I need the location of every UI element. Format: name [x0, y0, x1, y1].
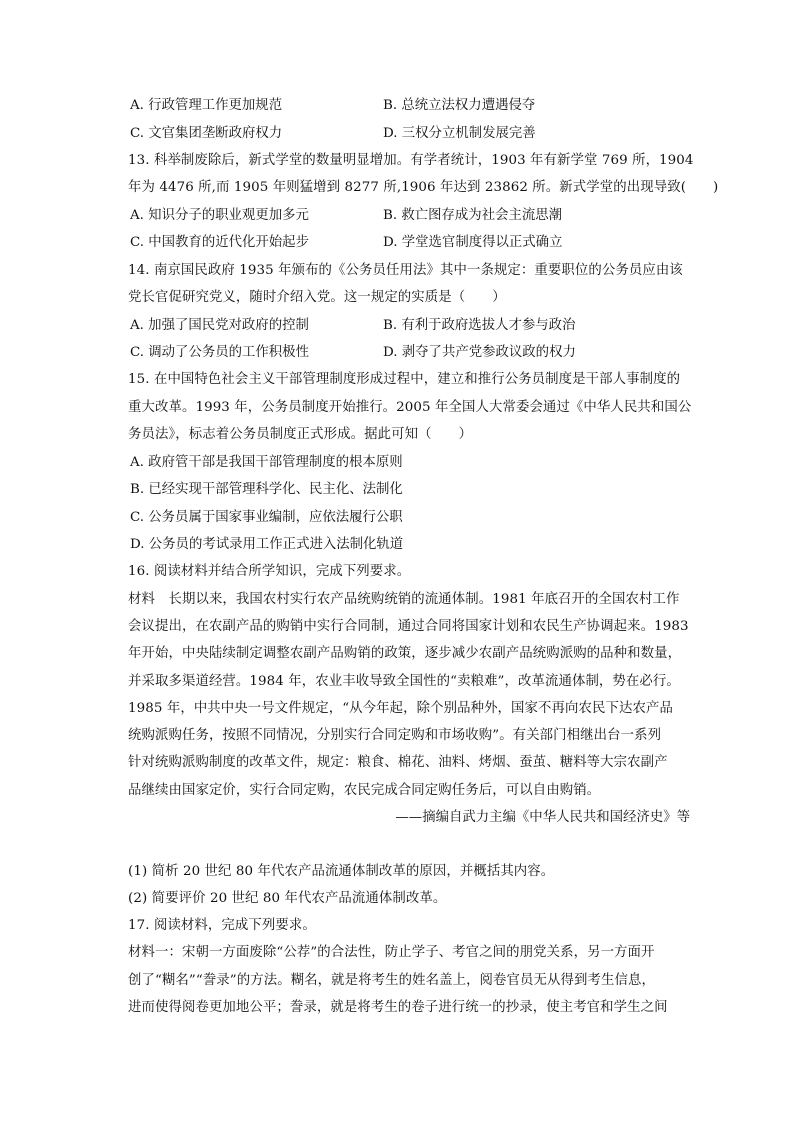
q14-option-b: B. 有利于政府选拔人才参与政治 — [383, 318, 576, 333]
q16-requirement-1: (1) 简析 20 世纪 80 年代农产品流通体制改革的原因，并概括其内容。 — [128, 864, 555, 879]
q16-material-line-6: 统购派购任务，按照不同情况，分别实行合同定购和市场收购”。有关部门相继出台一系列 — [128, 728, 662, 743]
q15-option-b: B. 已经实现干部管理科学化、民主化、法制化 — [130, 482, 403, 497]
q15-option-d: D. 公务员的考试录用工作正式进入法制化轨道 — [130, 537, 404, 552]
q17-material-line-3: 进而使得阅卷更加地公平；誊录，就是将考生的卷子进行统一的抄录，使主考官和学生之间 — [128, 1000, 668, 1015]
q17-material-line-1: 材料一：宋朝一方面废除“公荐”的合法性，防止学子、考官之间的朋党关系，另一方面开 — [128, 945, 655, 960]
q14-option-a: A. 加强了国民党对政府的控制 — [130, 318, 309, 333]
q12-option-d: D. 三权分立机制发展完善 — [383, 126, 536, 141]
q13-stem-line-2: 年为 4476 所,而 1905 年则猛增到 8277 所,1906 年达到 23862 所。新式学堂的出现导致( ) — [128, 180, 719, 195]
q16-material-line-1: 材料 长期以来，我国农村实行农产品统购统销的流通体制。1981 年底召开的全国农村工作 — [128, 592, 680, 607]
q14-option-d: D. 剥夺了共产党参政议政的权力 — [383, 345, 576, 360]
q16-material-line-5: 1985 年，中共中央一号文件规定，“从今年起，除个别品种外，国家不再向农民下达农产品 — [128, 701, 673, 716]
q12-option-a: A. 行政管理工作更加规范 — [130, 98, 283, 113]
q12-option-b: B. 总统立法权力遭遇侵夺 — [383, 98, 536, 113]
q15-stem-line-3: 务员法》，标志着公务员制度正式形成。据此可知（ ） — [128, 427, 473, 442]
q16-material-line-7: 针对统购派购制度的改革文件，规定：粮食、棉花、油料、烤烟、蚕茧、糖料等大宗农副产 — [128, 755, 668, 770]
q13-option-d: D. 学堂选官制度得以正式确立 — [383, 235, 563, 250]
q15-option-a: A. 政府管干部是我国干部管理制度的根本原则 — [130, 455, 403, 470]
q15-option-c: C. 公务员属于国家事业编制，应依法履行公职 — [130, 510, 403, 525]
q14-stem-line-2: 党长官促研究党义，随时介绍入党。这一规定的实质是（ ） — [128, 290, 506, 305]
q15-stem-line-2: 重大改革。1993 年，公务员制度开始推行。2005 年全国人大常委会通过《中华人民共和国公 — [128, 400, 692, 415]
q13-option-c: C. 中国教育的近代化开始起步 — [130, 235, 309, 250]
q15-stem-line-1: 15. 在中国特色社会主义干部管理制度形成过程中，建立和推行公务员制度是干部人事制度的 — [128, 372, 681, 387]
q13-option-a: A. 知识分子的职业观更加多元 — [130, 208, 309, 223]
q14-stem-line-1: 14. 南京国民政府 1935 年颁布的《公务员任用法》其中一条规定：重要职位的公务员应由该 — [128, 263, 683, 278]
q14-option-c: C. 调动了公务员的工作积极性 — [130, 345, 309, 360]
q16-source: ——摘编自武力主编《中华人民共和国经济史》等 — [395, 810, 690, 825]
q16-material-line-2: 会议提出，在农副产品的购销中实行合同制，通过合同将国家计划和农民生产协调起来。1983 — [128, 619, 689, 634]
q17-intro: 17. 阅读材料，完成下列要求。 — [128, 918, 316, 933]
q16-material-line-4: 并采取多渠道经营。1984 年，农业丰收导致全国性的“卖粮难”，改革流通体制，势在必行。 — [128, 674, 680, 689]
q13-stem-line-1: 13. 科举制废除后，新式学堂的数量明显增加。有学者统计，1903 年有新学堂 769 所，1904 — [128, 153, 694, 168]
q16-requirement-2: (2) 简要评价 20 世纪 80 年代农产品流通体制改革。 — [128, 891, 447, 906]
q16-intro: 16. 阅读材料并结合所学知识，完成下列要求。 — [128, 564, 411, 579]
q12-option-c: C. 文官集团垄断政府权力 — [130, 126, 283, 141]
q16-material-line-3: 年开始，中央陆续制定调整农副产品购销的政策，逐步减少农副产品统购派购的品种和数量， — [128, 646, 682, 661]
q16-material-line-8: 品继续由国家定价，实行合同定购，农民完成合同定购任务后，可以自由购销。 — [128, 783, 601, 798]
q13-option-b: B. 救亡图存成为社会主流思潮 — [383, 208, 563, 223]
q17-material-line-2: 创了“糊名”“誊录”的方法。糊名，就是将考生的姓名盖上，阅卷官员无从得到考生信息， — [128, 973, 655, 988]
